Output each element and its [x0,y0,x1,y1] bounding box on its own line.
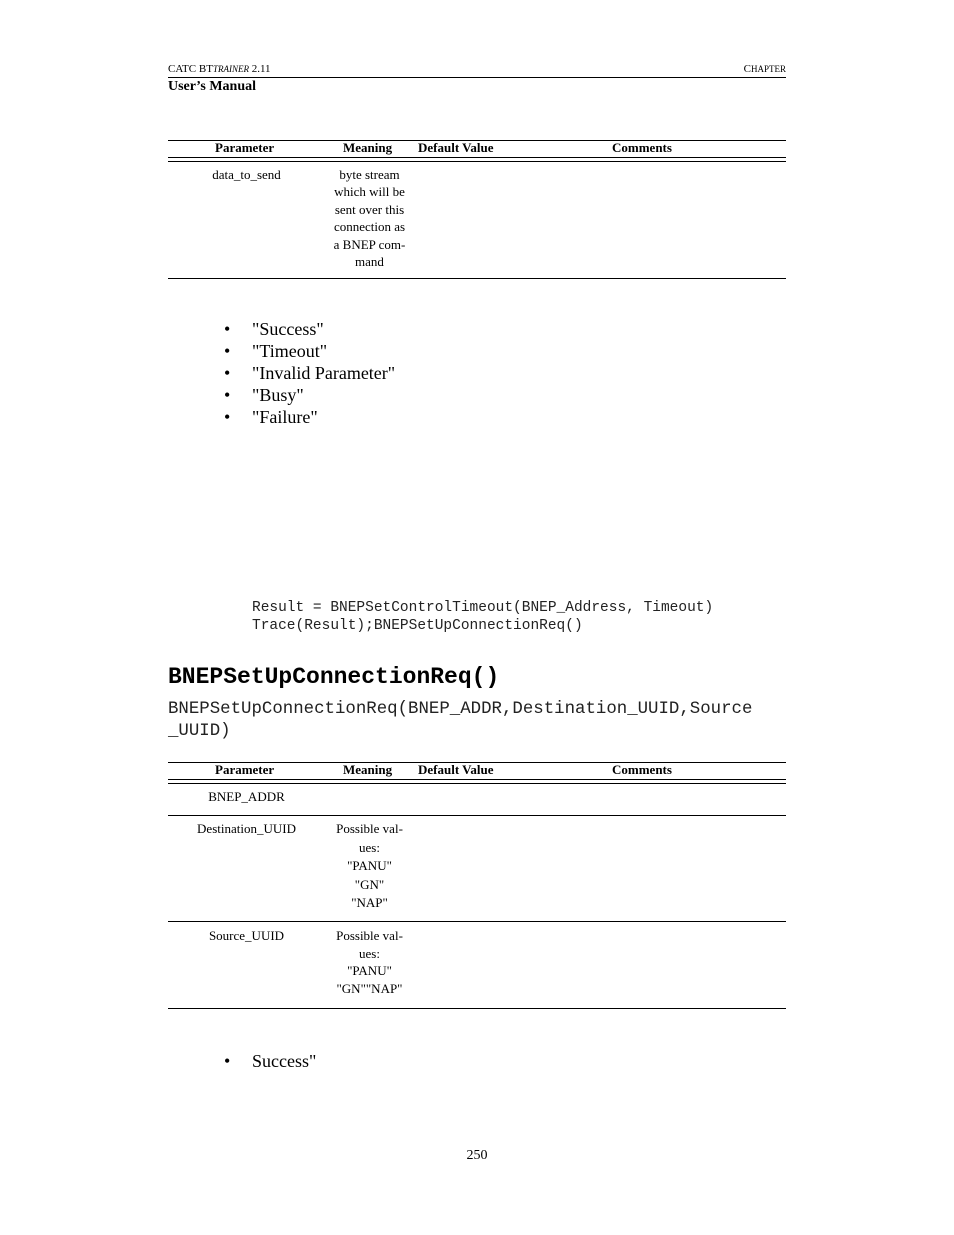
header-meaning: Meaning [343,762,393,777]
parameter-table-2 [168,762,786,1010]
code-example: Result = BNEPSetControlTimeout(BNEP_Address, Timeout) Trace(Result);BNEPSetUpConnectionReq() [252,600,714,634]
list-item: • "Timeout" [224,341,328,361]
cell-parameter: data_to_send [212,167,281,182]
list-item: • "Success" [224,319,324,339]
cell-meaning: Possible val- ues: "PANU" "GN""NAP" [336,928,403,996]
parameter-table-1 [168,140,786,280]
page-number: 250 [466,1148,488,1163]
header-parameter: Parameter [215,140,275,155]
running-header-title: CATC BTTRAINER 2.11 [168,63,271,75]
function-signature: BNEPSetUpConnectionReq(BNEP_ADDR,Destination_UUID,Source _UUID) [168,700,753,741]
header-parameter: Parameter [215,762,275,777]
list-item: • "Failure" [224,407,318,427]
header-comments: Comments [612,140,672,155]
cell-parameter: Source_UUID [208,928,285,943]
header-rule [168,77,786,78]
running-header-chapter: CHAPTER [743,63,786,75]
header-default-value: Default Value [418,762,494,777]
return-values-list [224,318,395,428]
list-item: • Success" [224,1051,317,1071]
header-default-value: Default Value [418,140,494,155]
section-title: BNEPSetUpConnectionReq() [168,664,500,690]
list-item: • "Invalid Parameter" [224,363,396,383]
cell-meaning: byte stream which will be sent over this connection as a BNEP com- mand [333,167,406,270]
header-comments: Comments [612,762,672,777]
cell-meaning: Possible val- ues: "PANU" "GN" "NAP" [336,821,403,910]
header-meaning: Meaning [343,140,393,155]
cell-parameter: Destination_UUID [197,821,296,836]
list-item: • "Busy" [224,385,304,405]
running-header-subtitle: User’s Manual [168,79,257,94]
cell-parameter: BNEP_ADDR [208,789,285,804]
return-values-list-2 [224,1050,316,1072]
